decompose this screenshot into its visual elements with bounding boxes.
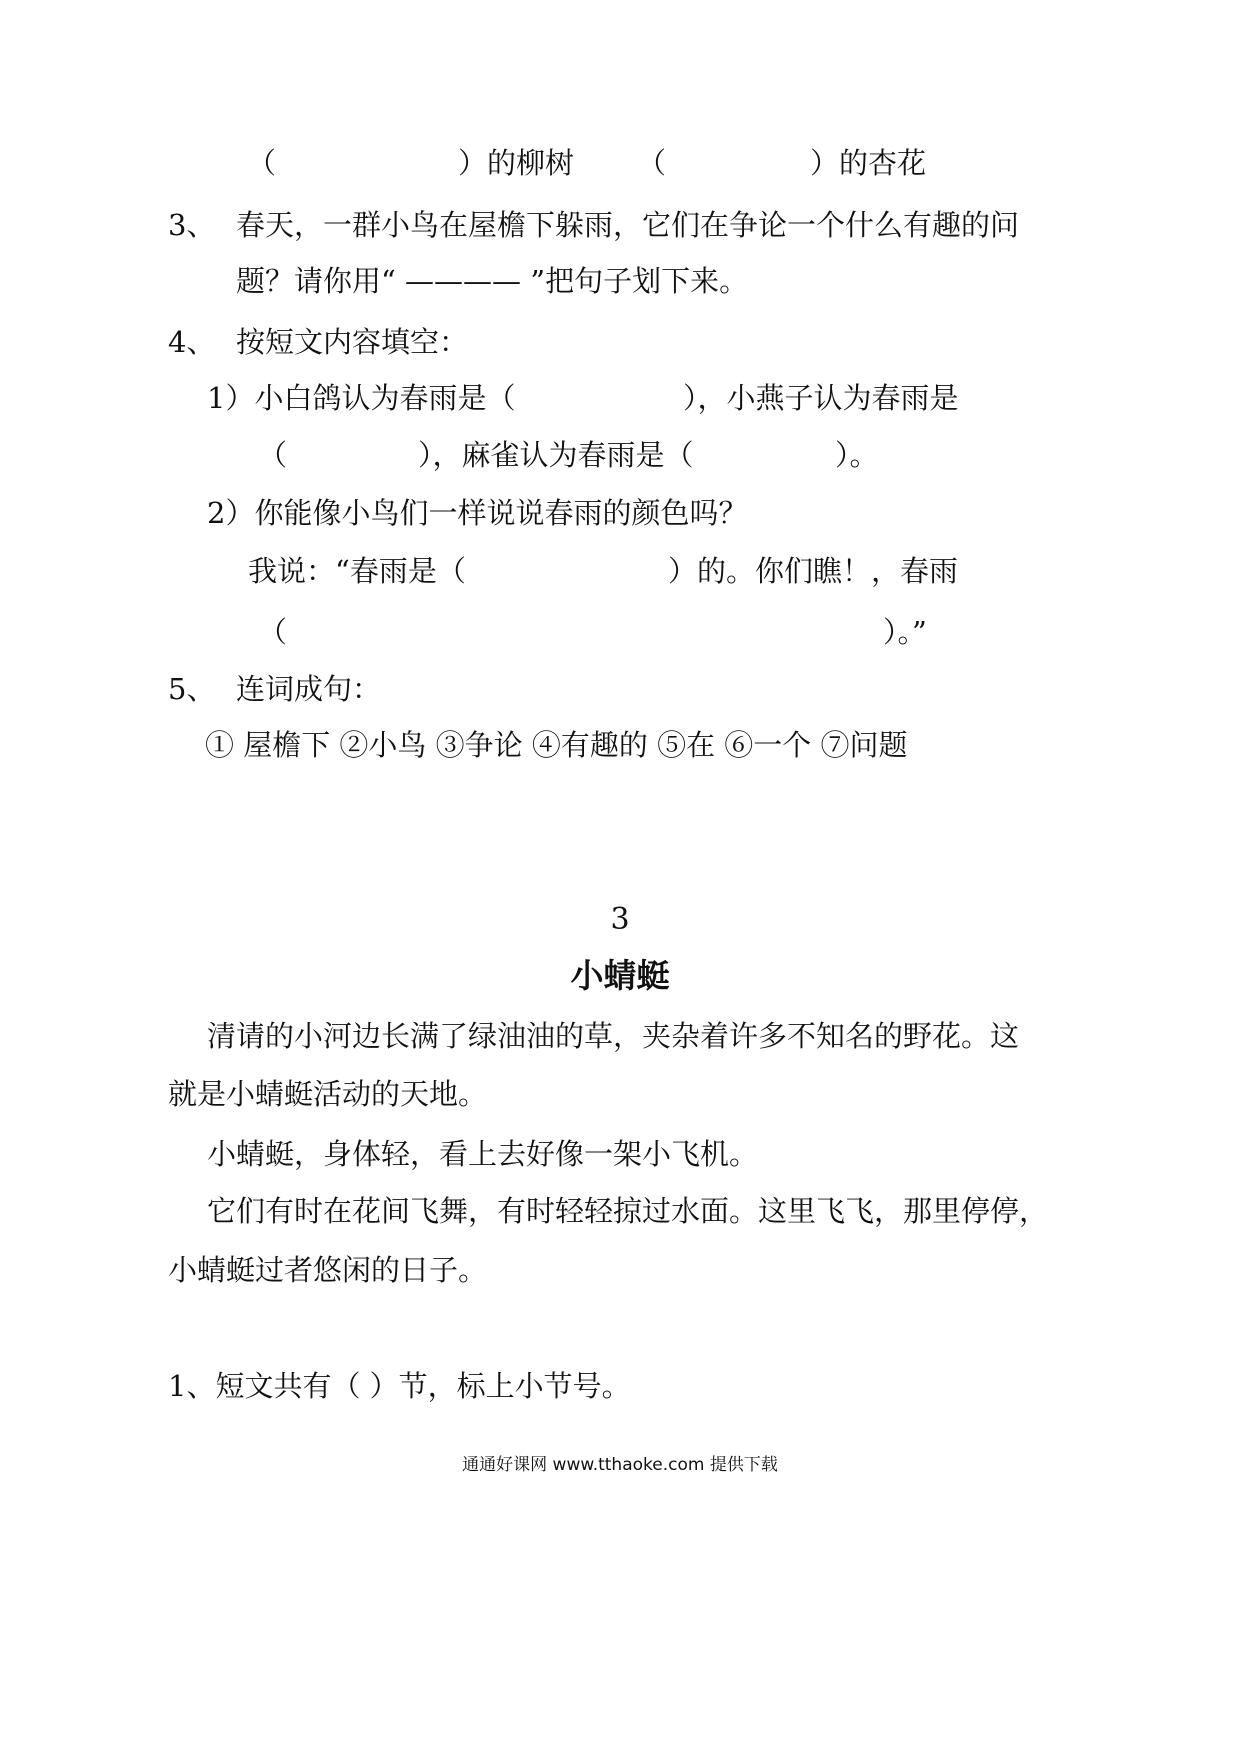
q5-number: 5、 [168, 672, 216, 706]
q4-s1-part-a: 1）小白鸽认为春雨是（ [207, 381, 516, 415]
q4-s2-part-d: ）。” [883, 615, 927, 649]
passage-p3-line2: 小蜻蜓过者悠闲的日子。 [168, 1253, 488, 1287]
q4-s1-part-b: ），小燕子认为春雨是 [683, 381, 959, 415]
passage-p1-line2: 就是小蜻蜓活动的天地。 [168, 1077, 488, 1111]
q5-word-list: ① 屋檐下 ②小鸟 ③争论 ④有趣的 ⑤在 ⑥一个 ⑦问题 [205, 728, 908, 762]
q5-label: 连词成句： [236, 672, 382, 706]
q3-number: 3、 [168, 208, 216, 242]
page-title: 小蜻蜓 [570, 956, 670, 995]
q4-label: 按短文内容填空： [236, 325, 469, 359]
q4-s1-part-c: （ [258, 438, 288, 472]
q3-text-line1: 春天，一群小鸟在屋檐下躲雨，它们在争论一个什么有趣的问 [236, 208, 1020, 242]
q4-s2-part-c: （ [258, 615, 288, 649]
q2-apricot-text: ）的杏花 [810, 146, 927, 180]
q4-s2-question: 2）你能像小鸟们一样说说春雨的颜色吗？ [207, 496, 748, 530]
q4-s2-part-a: 我说：“春雨是（ [248, 554, 466, 588]
q4-s1-part-e: ）。 [835, 438, 879, 472]
q2-willow-text: ）的柳树 [458, 146, 575, 180]
q4-number: 4、 [168, 325, 216, 359]
q4-s1-part-d: ），麻雀认为春雨是（ [418, 438, 694, 472]
passage-p2: 小蜻蜓，身体轻，看上去好像一架小飞机。 [207, 1137, 759, 1171]
q2-paren-open-1: （ [247, 146, 277, 180]
passage-p1-line1: 清请的小河边长满了绿油油的草，夹杂着许多不知名的野花。这 [207, 1019, 1020, 1053]
footer-credit: 通通好课网 www.tthaoke.com 提供下载 [462, 1455, 778, 1475]
question-1: 1、短文共有（ ）节，标上小节号。 [168, 1369, 631, 1403]
q2-paren-open-2: （ [637, 146, 667, 180]
q4-s2-part-b: ）的。你们瞧！，春雨 [668, 554, 959, 588]
passage-p3-line1: 它们有时在花间飞舞，有时轻轻掠过水面。这里飞飞，那里停停， [207, 1194, 1049, 1228]
section-number: 3 [610, 902, 630, 937]
q3-text-line2: 题？请你用“ ———— ”把句子划下来。 [236, 264, 749, 298]
